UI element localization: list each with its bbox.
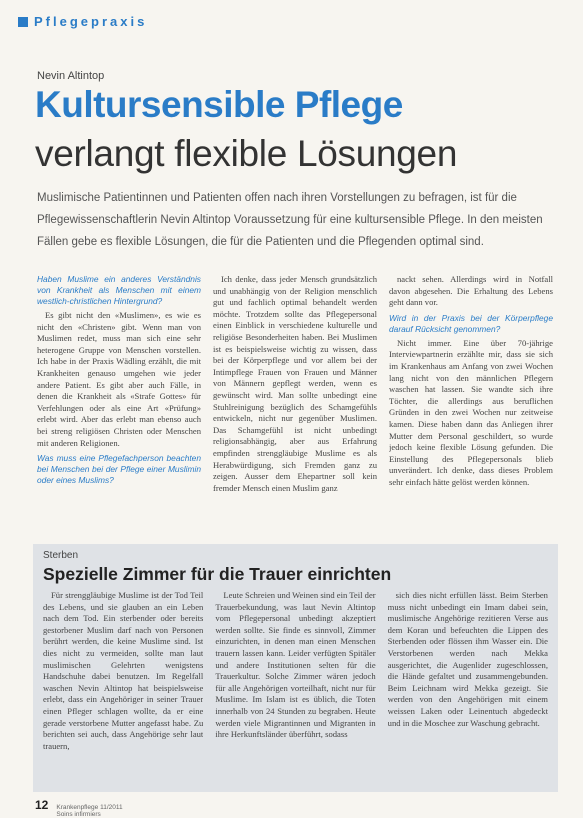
box-column-1: [43, 590, 203, 786]
section-marker-icon: [18, 17, 28, 27]
page-footer: [35, 798, 123, 818]
section-label: Pflegepraxis: [34, 14, 148, 29]
interview-answer: nackt sehen. Allerdings wird in Notfall davon abgesehen. Die Erhaltung des Lebens geht dann vor.: [389, 274, 553, 308]
article-title-line1: Kultursensible Pflege: [35, 84, 403, 125]
article-author: Nevin Altintop: [37, 70, 105, 82]
body-column-3: [389, 274, 553, 526]
article-body: [37, 274, 553, 526]
interview-answer: Nicht immer. Eine über 70-jährige Interviewpartnerin erzählte mir, dass sie sich im Krankenhaus am Anfang von zwei Wochen lang nicht von den männlichen Pflegern waschen hat lassen. Sie wandte sich ihre Töchter, die allerdings aus beruflichen Gründen in den zwei Wochen nur zeitweise kamen. Diese haben dann das Anliegen ihrer Mutter dem Personal geschildert, so wurde jedoch keine flexible Lösung gefunden. Die Einstellung des Pflegepersonals blieb unverändert. Ich denke, dass dieses Problem sehr einfach hätte gelöst werden können.: [389, 337, 553, 487]
body-column-2: [213, 274, 377, 526]
box-body: [43, 590, 548, 786]
interview-question: Wird in der Praxis bei der Körperpflege darauf Rücksicht genommen?: [389, 312, 553, 334]
body-column-1: [37, 274, 201, 526]
source-line: Krankenpflege 11/2011: [56, 804, 123, 811]
section-tag: [18, 14, 147, 29]
article-title-line2: verlangt flexible Lösungen: [35, 133, 458, 174]
article-lead: Muslimische Patientinnen und Patienten offen nach ihren Vorstellungen zu befragen, ist für die Pflegewissenschaftlerin Nevin Altintop Voraussetzung für eine kultursensible Pflege. In den meisten Fällen gebe es flexible Lösungen, die für die Patienten und die Pflegenden optimal sind.: [37, 192, 543, 248]
page-number: 12: [35, 798, 49, 812]
source-line: Soins infirmiers: [56, 811, 101, 818]
box-text: Leute Schreien und Weinen sind ein Teil der Trauerbekundung, was laut Nevin Altintop vom Pflegepersonal unbedingt akzeptiert werden sollte. Sie finde es sinnvoll, Zimmer einzurichten, in denen man einen Menschen trauern lassen kann. Leider verfügten Spitäler und andere Institutionen selten für die Trauerkultur. Solche Zimmer wären jedoch für alle Angehörigen vorteilhaft, nicht nur für Muslime. Im Islam ist es üblich, die Toten innerhalb von 24 Stunden zu begraben. Heute werden viele Migrantinnen und Migranten in ihre Herkunftsländer überführt, sodass: [215, 590, 376, 740]
box-column-2: [215, 590, 375, 786]
interview-question: Haben Muslime ein anderes Verständnis von Krankheit als Menschen mit einem westlich-christlichen Hintergrund?: [37, 274, 201, 306]
interview-answer: Ich denke, dass jeder Mensch grundsätzlich und unabhängig von der Religion menschlich gut und fachlich optimal behandelt werden möchte. Trotzdem sollte das Pflegepersonal einen Einblick in verschiedene kulturelle und religiöse Besonderheiten haben. Bei Muslimen ist es beispielsweise wichtig zu wissen, dass bei der Körperpflege und vor allem bei der Intimpflege Frauen von Frauen und Männer von Männern gepflegt werden, wenn es gewünscht wird. Man sollte unbedingt eine Stuhlreinigung bezüglich des Schamgefühls entwickeln, nicht nur gegenüber Muslimen. Das Schamgefühl ist nicht unbedingt religionsabhängig, aber aus Erfahrung empfinden strenggläubige Muslime es als Herabwürdigung, sich Fremden ganz zu zeigen. Ausser dem Ehepartner soll kein fremder Mensch einen Muslim ganz: [213, 274, 377, 493]
box-kicker: Sterben: [43, 550, 79, 561]
sidebar-box: [33, 544, 558, 792]
interview-question: Was muss eine Pflegefachperson beachten bei Menschen bei der Pflege einer Muslimin oder eines Muslims?: [37, 453, 201, 486]
box-text: Für strenggläubige Muslime ist der Tod Teil des Lebens, und sie glauben an ein Leben nach dem Tod. Ein sterbender oder bereits gestorbener Muslim darf nach von Personen berührt werden, die keine Muslime sind. Ist dies nicht zu vermeiden, sollte man laut muslimischen Gelehrten wenigstens Handschuhe dabei benutzen. Im Regelfall waschen Nevin Altintop hat beispielsweise erlebt, dass ein Angehöriger in seiner Trauer einen Pfleger schlagen wollte, da er eine gerade verstorbene Mutter angefasst habe. Zu berichten sei auch, dass Angehörige sehr laut trauern,: [43, 590, 204, 751]
box-text: sich dies nicht erfüllen lässt. Beim Sterben muss nicht unbedingt ein Imam dabei sein, muslimische Angehörige rezitieren Verse aus dem Koran und befeuchten die Lippen des Sterbenden oder flössen ihm Wasser ein. Die Verstorbenen werden nach Mekka ausgerichtet, die Augenlider zugeschlossen, die Hände gefaltet und zusammengebunden. Beim Leichnam wird Mekka gezeigt. Sie werden von den Angehörigen mit einem weissen Laken oder Leinentuch abgedeckt und in die Moschee zur Waschung gebracht.: [387, 590, 548, 728]
box-column-3: [388, 590, 548, 786]
box-title: Spezielle Zimmer für die Trauer einrichten: [43, 564, 392, 584]
publication-source: [56, 804, 122, 818]
interview-answer: Es gibt nicht den «Muslimen», es wie es nicht den «Christen» gibt. Wenn man von Muslimen redet, muss man sich eine sehr heterogene Gruppe von Menschen vorstellen. Ich habe in der Praxis Wädling erzählt, die mit Krankheiten genauso umgehen wie jeder andere Patient. Es gibt aber auch Fälle, in denen die Krankheit als «Strafe Gottes» für Verfehlungen oder als eine Art «Prüfung» erlebt wird. Aber das erlebt man ebenso auch bei streng religiösen Christen oder Menschen mit anderen Religionen.: [37, 310, 201, 448]
